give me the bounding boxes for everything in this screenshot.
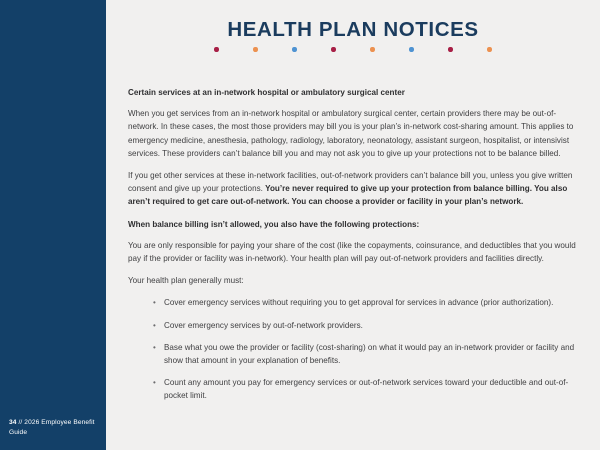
paragraph-plan-requirements-intro: Your health plan generally must: — [128, 276, 244, 286]
list-item — [128, 296, 580, 309]
dot-cell — [236, 45, 275, 54]
dot-orange-3-icon — [487, 47, 491, 51]
paragraph-out-of-network-providers: When you get services from an in-network hospital or ambulatory surgical center, certain providers there may be out-of-network. In these cases, the most those providers may bill you is your plan’s in-network cost-sharing amount. This applies to emergency medicine, anesthesia, pathology, radiology, laboratory, neonatology, assistant surgeon, hospitalist, or intensivist services. These providers can’t balance bill you and may not ask you to give up your protections not to be balance billed. — [128, 109, 574, 158]
bullet-marker-icon: • — [153, 298, 156, 308]
dot-orange-1-icon — [253, 47, 257, 51]
bullet-marker-icon: • — [153, 320, 156, 330]
dot-blue-1-icon — [292, 47, 296, 51]
dot-crimson-2-icon — [331, 47, 335, 51]
dot-cell — [470, 45, 509, 54]
dot-cell — [197, 45, 236, 54]
page-header — [106, 0, 600, 78]
list-item — [128, 341, 580, 367]
footer-label: 2026 Employee Benefit Guide — [9, 419, 95, 436]
list-item — [128, 376, 580, 402]
footer-separator: // — [18, 419, 23, 426]
dot-cell — [314, 45, 353, 54]
paragraph-2-emphasis-text: You’re never required to give up your protection from balance billing. You also aren’t required to get care out-of-network. You can choose a provider or facility in your plan’s network. — [128, 184, 568, 207]
decorative-dot-row — [106, 45, 600, 54]
dot-cell — [431, 45, 470, 54]
dot-crimson-3-icon — [448, 47, 452, 51]
dot-cell — [392, 45, 431, 54]
section-heading-protections: When balance billing isn’t allowed, you also have the following protections: — [128, 219, 420, 229]
bullet-marker-icon: • — [153, 378, 156, 388]
dot-blue-2-icon — [409, 47, 413, 51]
list-item-label: Base what you owe the provider or facility (cost-sharing) on what it would pay an in-network provider or facility and show that amount in your explanation of benefits. — [164, 342, 575, 366]
paragraph-2-normal-text: If you get other services at these in-network facilities, out-of-network providers can’t balance bill you, unless you give written consent and give up your protections. — [128, 171, 573, 194]
list-item-label: Count any amount you pay for emergency services or out-of-network services toward your deductible and out-of-pocket limit. — [164, 378, 569, 401]
page-number: 34 — [9, 419, 17, 426]
main-content — [128, 86, 580, 412]
bullet-marker-icon: • — [153, 342, 156, 352]
dot-orange-2-icon — [370, 47, 374, 51]
list-item — [128, 319, 580, 332]
paragraph-cost-share-responsibility: You are only responsible for paying your share of the cost (like the copayments, coinsurance, and deductibles that you would pay if the provider or facility was in-network). Your health plan will pay out-of-network providers and facilities directly. — [128, 240, 576, 264]
list-item-label: Cover emergency services without requiring you to get approval for services in advance (prior authorization). — [164, 298, 554, 308]
dot-cell — [275, 45, 314, 54]
page-title: HEALTH PLAN NOTICES — [227, 18, 479, 41]
dot-crimson-1-icon — [214, 47, 218, 51]
sidebar-footer — [9, 418, 99, 437]
section-heading-certain-services: Certain services at an in-network hospital or ambulatory surgical center — [128, 88, 405, 97]
paragraph-balance-billing-consent — [128, 169, 580, 209]
left-sidebar — [0, 0, 106, 450]
list-item-label: Cover emergency services by out-of-network providers. — [164, 320, 363, 330]
plan-requirements-list — [128, 296, 580, 402]
dot-cell — [353, 45, 392, 54]
